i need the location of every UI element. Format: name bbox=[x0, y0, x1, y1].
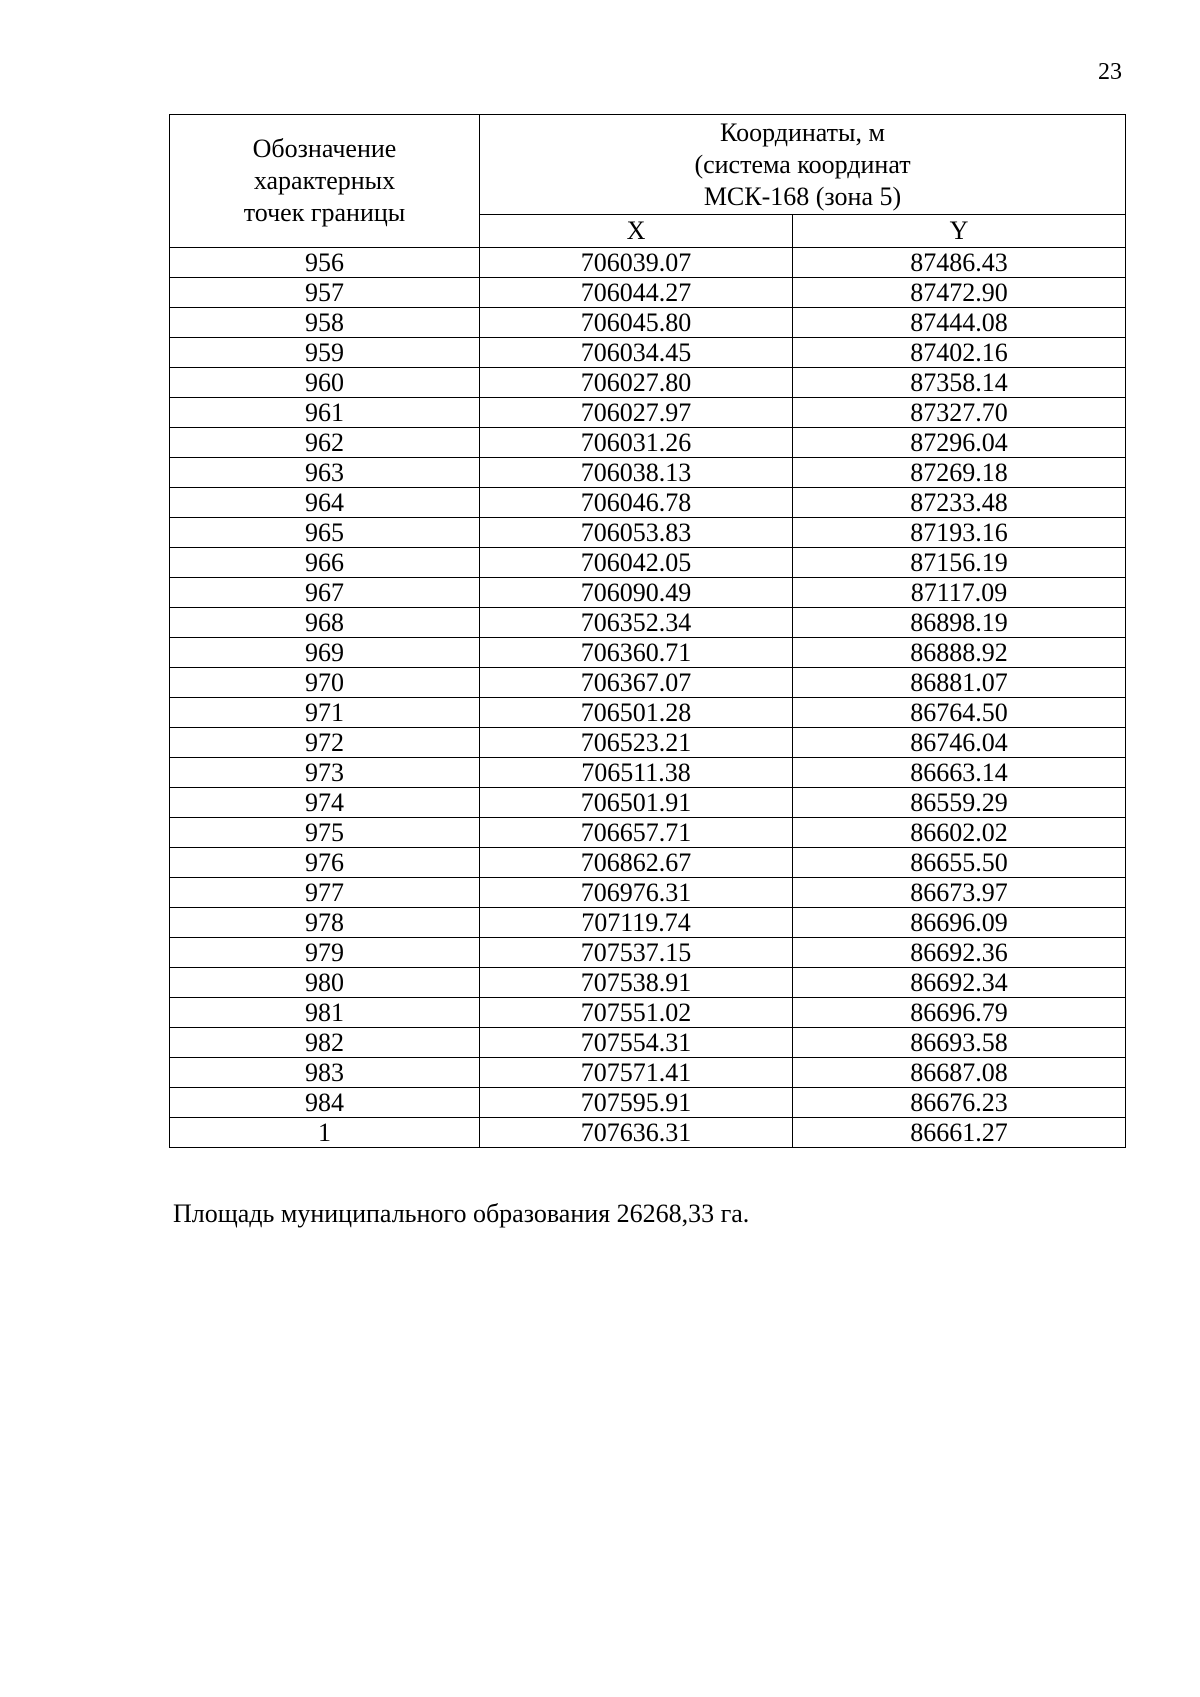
table-row bbox=[170, 368, 1126, 398]
table-row bbox=[170, 908, 1126, 938]
point-cell: 964 bbox=[170, 488, 480, 518]
point-cell: 959 bbox=[170, 338, 480, 368]
table-row bbox=[170, 578, 1126, 608]
table-row bbox=[170, 338, 1126, 368]
x-coordinate-cell: 706039.07 bbox=[480, 248, 793, 278]
x-coordinate-cell: 706862.67 bbox=[480, 848, 793, 878]
point-cell: 972 bbox=[170, 728, 480, 758]
y-coordinate-cell: 86696.79 bbox=[793, 998, 1126, 1028]
table-row bbox=[170, 248, 1126, 278]
point-cell: 961 bbox=[170, 398, 480, 428]
table-row bbox=[170, 938, 1126, 968]
point-cell: 957 bbox=[170, 278, 480, 308]
x-coordinate-cell: 706501.91 bbox=[480, 788, 793, 818]
x-coordinate-cell: 706042.05 bbox=[480, 548, 793, 578]
x-coordinate-cell: 706501.28 bbox=[480, 698, 793, 728]
x-coordinate-cell: 706045.80 bbox=[480, 308, 793, 338]
y-coordinate-cell: 87358.14 bbox=[793, 368, 1126, 398]
table-row bbox=[170, 488, 1126, 518]
x-coordinate-cell: 707636.31 bbox=[480, 1118, 793, 1148]
table-row bbox=[170, 458, 1126, 488]
x-coordinate-cell: 706044.27 bbox=[480, 278, 793, 308]
x-coordinate-cell: 706352.34 bbox=[480, 608, 793, 638]
table-row bbox=[170, 668, 1126, 698]
point-cell: 968 bbox=[170, 608, 480, 638]
x-coordinate-cell: 706027.97 bbox=[480, 398, 793, 428]
header-point-line-1: Обозначение bbox=[252, 134, 397, 163]
table-row bbox=[170, 1028, 1126, 1058]
point-cell: 975 bbox=[170, 818, 480, 848]
y-coordinate-cell: 86764.50 bbox=[793, 698, 1126, 728]
table-row bbox=[170, 1118, 1126, 1148]
x-coordinate-cell: 707538.91 bbox=[480, 968, 793, 998]
table-row bbox=[170, 308, 1126, 338]
x-coordinate-cell: 707571.41 bbox=[480, 1058, 793, 1088]
table-row bbox=[170, 548, 1126, 578]
header-coordinates bbox=[480, 115, 1126, 215]
point-cell: 1 bbox=[170, 1118, 480, 1148]
table-row bbox=[170, 758, 1126, 788]
table-row bbox=[170, 848, 1126, 878]
header-point-designation bbox=[170, 115, 480, 248]
point-cell: 984 bbox=[170, 1088, 480, 1118]
x-coordinate-cell: 706976.31 bbox=[480, 878, 793, 908]
point-cell: 977 bbox=[170, 878, 480, 908]
table-row bbox=[170, 698, 1126, 728]
y-coordinate-cell: 87402.16 bbox=[793, 338, 1126, 368]
x-coordinate-cell: 707554.31 bbox=[480, 1028, 793, 1058]
x-coordinate-cell: 706038.13 bbox=[480, 458, 793, 488]
table-row bbox=[170, 728, 1126, 758]
x-coordinate-cell: 706360.71 bbox=[480, 638, 793, 668]
y-coordinate-cell: 87193.16 bbox=[793, 518, 1126, 548]
table-row bbox=[170, 1088, 1126, 1118]
point-cell: 983 bbox=[170, 1058, 480, 1088]
page-number: 23 bbox=[1098, 59, 1122, 85]
header-point-line-3: точек границы bbox=[243, 198, 406, 227]
point-cell: 980 bbox=[170, 968, 480, 998]
x-coordinate-cell: 707551.02 bbox=[480, 998, 793, 1028]
y-coordinate-cell: 86888.92 bbox=[793, 638, 1126, 668]
point-cell: 969 bbox=[170, 638, 480, 668]
y-coordinate-cell: 86692.34 bbox=[793, 968, 1126, 998]
x-coordinate-cell: 706053.83 bbox=[480, 518, 793, 548]
table-row bbox=[170, 788, 1126, 818]
table-row bbox=[170, 278, 1126, 308]
table-row bbox=[170, 998, 1126, 1028]
y-coordinate-cell: 86881.07 bbox=[793, 668, 1126, 698]
y-coordinate-cell: 86661.27 bbox=[793, 1118, 1126, 1148]
y-coordinate-cell: 87444.08 bbox=[793, 308, 1126, 338]
table-row bbox=[170, 518, 1126, 548]
y-coordinate-cell: 86602.02 bbox=[793, 818, 1126, 848]
y-coordinate-cell: 86676.23 bbox=[793, 1088, 1126, 1118]
y-coordinate-cell: 87269.18 bbox=[793, 458, 1126, 488]
y-coordinate-cell: 87117.09 bbox=[793, 578, 1126, 608]
point-cell: 976 bbox=[170, 848, 480, 878]
point-cell: 958 bbox=[170, 308, 480, 338]
point-cell: 965 bbox=[170, 518, 480, 548]
point-cell: 978 bbox=[170, 908, 480, 938]
table-row bbox=[170, 968, 1126, 998]
y-coordinate-cell: 86692.36 bbox=[793, 938, 1126, 968]
point-cell: 971 bbox=[170, 698, 480, 728]
point-cell: 970 bbox=[170, 668, 480, 698]
table-row bbox=[170, 878, 1126, 908]
point-cell: 982 bbox=[170, 1028, 480, 1058]
y-coordinate-cell: 86898.19 bbox=[793, 608, 1126, 638]
header-coords-line-3: МСК-168 (зона 5) bbox=[703, 181, 902, 211]
point-cell: 956 bbox=[170, 248, 480, 278]
point-cell: 973 bbox=[170, 758, 480, 788]
x-coordinate-cell: 706031.26 bbox=[480, 428, 793, 458]
point-cell: 966 bbox=[170, 548, 480, 578]
x-coordinate-cell: 706090.49 bbox=[480, 578, 793, 608]
point-cell: 962 bbox=[170, 428, 480, 458]
y-coordinate-cell: 86559.29 bbox=[793, 788, 1126, 818]
x-coordinate-cell: 706034.45 bbox=[480, 338, 793, 368]
point-cell: 981 bbox=[170, 998, 480, 1028]
table-row bbox=[170, 608, 1126, 638]
point-cell: 974 bbox=[170, 788, 480, 818]
x-coordinate-cell: 706511.38 bbox=[480, 758, 793, 788]
header-y: Y bbox=[793, 215, 1126, 248]
y-coordinate-cell: 87233.48 bbox=[793, 488, 1126, 518]
x-coordinate-cell: 707537.15 bbox=[480, 938, 793, 968]
point-cell: 967 bbox=[170, 578, 480, 608]
y-coordinate-cell: 87327.70 bbox=[793, 398, 1126, 428]
x-coordinate-cell: 706367.07 bbox=[480, 668, 793, 698]
coordinates-table-body bbox=[170, 248, 1126, 1148]
table-row bbox=[170, 638, 1126, 668]
point-cell: 960 bbox=[170, 368, 480, 398]
y-coordinate-cell: 87296.04 bbox=[793, 428, 1126, 458]
x-coordinate-cell: 706657.71 bbox=[480, 818, 793, 848]
y-coordinate-cell: 86655.50 bbox=[793, 848, 1126, 878]
x-coordinate-cell: 706027.80 bbox=[480, 368, 793, 398]
table-row bbox=[170, 818, 1126, 848]
header-coords-line-2: (система координат bbox=[694, 149, 911, 179]
x-coordinate-cell: 706523.21 bbox=[480, 728, 793, 758]
y-coordinate-cell: 86673.97 bbox=[793, 878, 1126, 908]
y-coordinate-cell: 87156.19 bbox=[793, 548, 1126, 578]
y-coordinate-cell: 86696.09 bbox=[793, 908, 1126, 938]
x-coordinate-cell: 706046.78 bbox=[480, 488, 793, 518]
x-coordinate-cell: 707119.74 bbox=[480, 908, 793, 938]
point-cell: 979 bbox=[170, 938, 480, 968]
y-coordinate-cell: 87472.90 bbox=[793, 278, 1126, 308]
municipal-area-text: Площадь муниципального образования 26268,33 га. bbox=[173, 1199, 750, 1228]
table-row bbox=[170, 428, 1126, 458]
coordinates-table bbox=[169, 114, 1126, 1148]
y-coordinate-cell: 86687.08 bbox=[793, 1058, 1126, 1088]
table-row bbox=[170, 1058, 1126, 1088]
header-point-line-2: характерных bbox=[253, 166, 396, 195]
point-cell: 963 bbox=[170, 458, 480, 488]
table-row bbox=[170, 398, 1126, 428]
y-coordinate-cell: 86693.58 bbox=[793, 1028, 1126, 1058]
y-coordinate-cell: 86746.04 bbox=[793, 728, 1126, 758]
y-coordinate-cell: 86663.14 bbox=[793, 758, 1126, 788]
x-coordinate-cell: 707595.91 bbox=[480, 1088, 793, 1118]
header-x: X bbox=[480, 215, 793, 248]
y-coordinate-cell: 87486.43 bbox=[793, 248, 1126, 278]
header-coords-line-1: Координаты, м bbox=[720, 117, 885, 147]
